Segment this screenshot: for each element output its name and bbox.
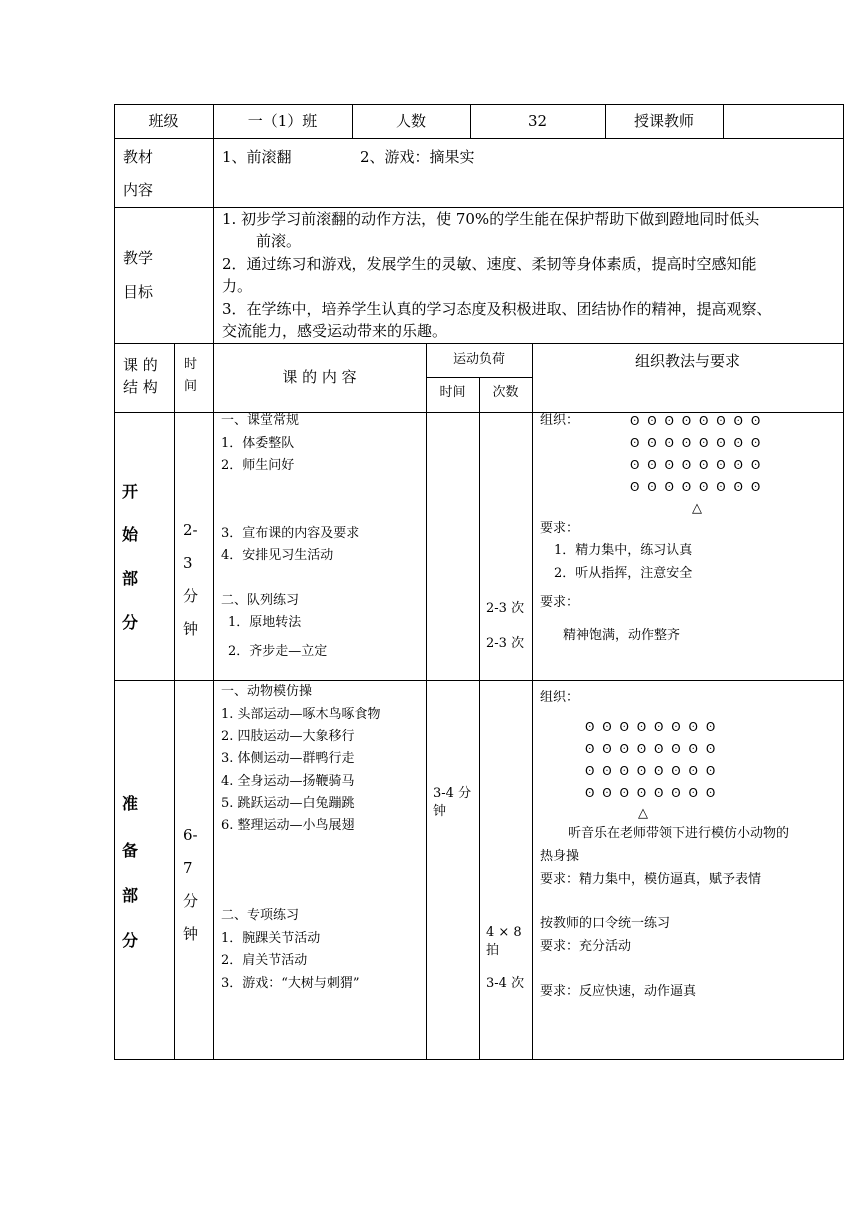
- part1-formation-row: ʘ ʘ ʘ ʘ ʘ ʘ ʘ ʘ: [630, 414, 763, 428]
- count-value: 32: [527, 112, 548, 130]
- part1-count-1: 2-3 次: [486, 601, 525, 616]
- part2-load-time-1: 3-4 分: [433, 786, 472, 801]
- part1-req-label: 要求：: [540, 521, 580, 536]
- col-time-1: 时: [184, 357, 198, 372]
- part2-load-time-2: 钟: [433, 804, 447, 819]
- material-label-2: 内容: [123, 181, 154, 199]
- objectives-label-1: 教学: [123, 249, 154, 267]
- objective-2: 2．通过练习和游戏，发展学生的灵敏、速度、柔韧等身体素质，提高时空感知能: [222, 255, 757, 273]
- part1-teacher-mark: △: [692, 501, 702, 516]
- part2-time-3: 分: [183, 892, 199, 910]
- lesson-plan-table: [114, 104, 844, 1060]
- teacher-label: 授课教师: [633, 112, 694, 130]
- part2-req-3: 要求：反应快速，动作逼真: [540, 984, 697, 999]
- objective-1: 1. 初步学习前滚翻的动作方法，使 70%的学生能在保护帮助下做到蹬地同时低头: [222, 210, 760, 228]
- part1-char-2: 始: [122, 525, 139, 544]
- count-label: 人数: [395, 112, 426, 130]
- part1-req-3: 精神饱满，动作整齐: [563, 628, 681, 643]
- material-item-1: 1、前滚翻: [222, 148, 292, 166]
- part1-char-3: 部: [122, 569, 139, 588]
- part2-instr: 按教师的口令统一练习: [540, 916, 671, 931]
- col-structure-2: 结 构: [123, 378, 158, 396]
- col-structure-1: 课 的: [123, 356, 158, 374]
- part1-time-2: 3: [183, 554, 193, 572]
- part2-content-7: 6. 整理运动—小鸟展翅: [221, 818, 355, 833]
- part2-formation-row: ʘ ʘ ʘ ʘ ʘ ʘ ʘ ʘ: [585, 764, 718, 778]
- part2-content-5: 4. 全身运动—扬鞭骑马: [221, 774, 355, 789]
- part1-content-5: 4．安排见习生活动: [221, 548, 334, 563]
- part1-time-1: 2-: [183, 521, 198, 539]
- part1-req-1: 1．精力集中，练习认真: [554, 543, 693, 558]
- part2-content-2: 1. 头部运动—啄木鸟啄食物: [221, 707, 381, 722]
- part1-formation-row: ʘ ʘ ʘ ʘ ʘ ʘ ʘ ʘ: [630, 436, 763, 450]
- part2-time-4: 钟: [183, 925, 199, 943]
- part2-count-1a: 4 × 8: [486, 925, 522, 940]
- part1-char-1: 开: [122, 482, 139, 501]
- part2-teacher-mark: △: [638, 806, 648, 821]
- part2-req-1: 要求：精力集中，模仿逼真，赋予表情: [540, 872, 762, 887]
- part2-char-2: 备: [122, 841, 139, 860]
- col-content: 课 的 内 容: [282, 368, 357, 386]
- part1-content-3: 2．师生问好: [221, 458, 295, 473]
- class-label: 班级: [148, 112, 179, 130]
- part1-req-label-2: 要求：: [540, 595, 580, 610]
- part1-content-8: 2．齐步走—立定: [228, 644, 328, 659]
- part2-content-6: 5. 跳跃运动—白兔蹦跳: [221, 796, 355, 811]
- col-load-time: 时间: [439, 385, 466, 400]
- part2-count-2: 3-4 次: [486, 976, 525, 991]
- part2-char-3: 部: [122, 886, 139, 905]
- part2-formation-row: ʘ ʘ ʘ ʘ ʘ ʘ ʘ ʘ: [585, 720, 718, 734]
- part2-formation-row: ʘ ʘ ʘ ʘ ʘ ʘ ʘ ʘ: [585, 742, 718, 756]
- part1-org-label: 组织：: [540, 413, 580, 428]
- part2-time-1: 6-: [183, 826, 198, 844]
- part1-formation-row: ʘ ʘ ʘ ʘ ʘ ʘ ʘ ʘ: [630, 458, 763, 472]
- part2-org-label: 组织：: [540, 690, 580, 705]
- part2-req-2: 要求：充分活动: [540, 939, 632, 954]
- part2-content-4: 3. 体侧运动—群鸭行走: [221, 751, 355, 766]
- objective-3b: 交流能力，感受运动带来的乐趣。: [222, 322, 448, 340]
- part1-content-2: 1．体委整队: [221, 436, 295, 451]
- material-label-1: 教材: [123, 148, 154, 166]
- objective-1b: 前滚。: [256, 232, 302, 250]
- part1-content-4: 3．宣布课的内容及要求: [221, 526, 360, 541]
- part2-content-11: 3．游戏：“大树与刺猬”: [221, 976, 360, 991]
- part2-char-4: 分: [122, 931, 139, 950]
- part2-desc-1: 听音乐在老师带领下进行模仿小动物的: [568, 826, 790, 841]
- col-time-2: 间: [184, 379, 198, 394]
- part2-content-9: 1．腕踝关节活动: [221, 931, 321, 946]
- part1-char-4: 分: [122, 613, 139, 632]
- col-method: 组织教法与要求: [634, 352, 740, 370]
- part2-time-2: 7: [183, 859, 193, 877]
- part1-content-7: 1．原地转法: [228, 615, 302, 630]
- col-load-count: 次数: [492, 385, 519, 400]
- part2-desc-2: 热身操: [540, 849, 580, 864]
- material-item-2: 2、游戏：摘果实: [360, 148, 475, 166]
- part1-time-4: 钟: [183, 620, 199, 638]
- part2-content-3: 2. 四肢运动—大象移行: [221, 729, 355, 744]
- part1-content-1: 一、课堂常规: [221, 413, 300, 428]
- col-load: 运动负荷: [452, 352, 505, 367]
- part2-content-1: 一、动物模仿操: [221, 684, 313, 699]
- part2-count-1b: 拍: [486, 943, 500, 958]
- class-value: 一（1）班: [247, 112, 318, 130]
- part1-time-3: 分: [183, 587, 199, 605]
- part2-char-1: 准: [122, 794, 139, 813]
- part1-formation-row: ʘ ʘ ʘ ʘ ʘ ʘ ʘ ʘ: [630, 480, 763, 494]
- objective-2b: 力。: [222, 277, 253, 295]
- part1-req-2: 2．听从指挥，注意安全: [554, 566, 693, 581]
- objectives-label-2: 目标: [123, 283, 154, 301]
- part2-content-10: 2．肩关节活动: [221, 953, 308, 968]
- part1-count-2: 2-3 次: [486, 636, 525, 651]
- part1-content-6: 二、队列练习: [221, 593, 300, 608]
- part2-content-8: 二、专项练习: [221, 908, 300, 923]
- objective-3: 3．在学练中，培养学生认真的学习态度及积极进取、团结协作的精神，提高观察、: [222, 300, 772, 318]
- part2-formation-row: ʘ ʘ ʘ ʘ ʘ ʘ ʘ ʘ: [585, 786, 718, 800]
